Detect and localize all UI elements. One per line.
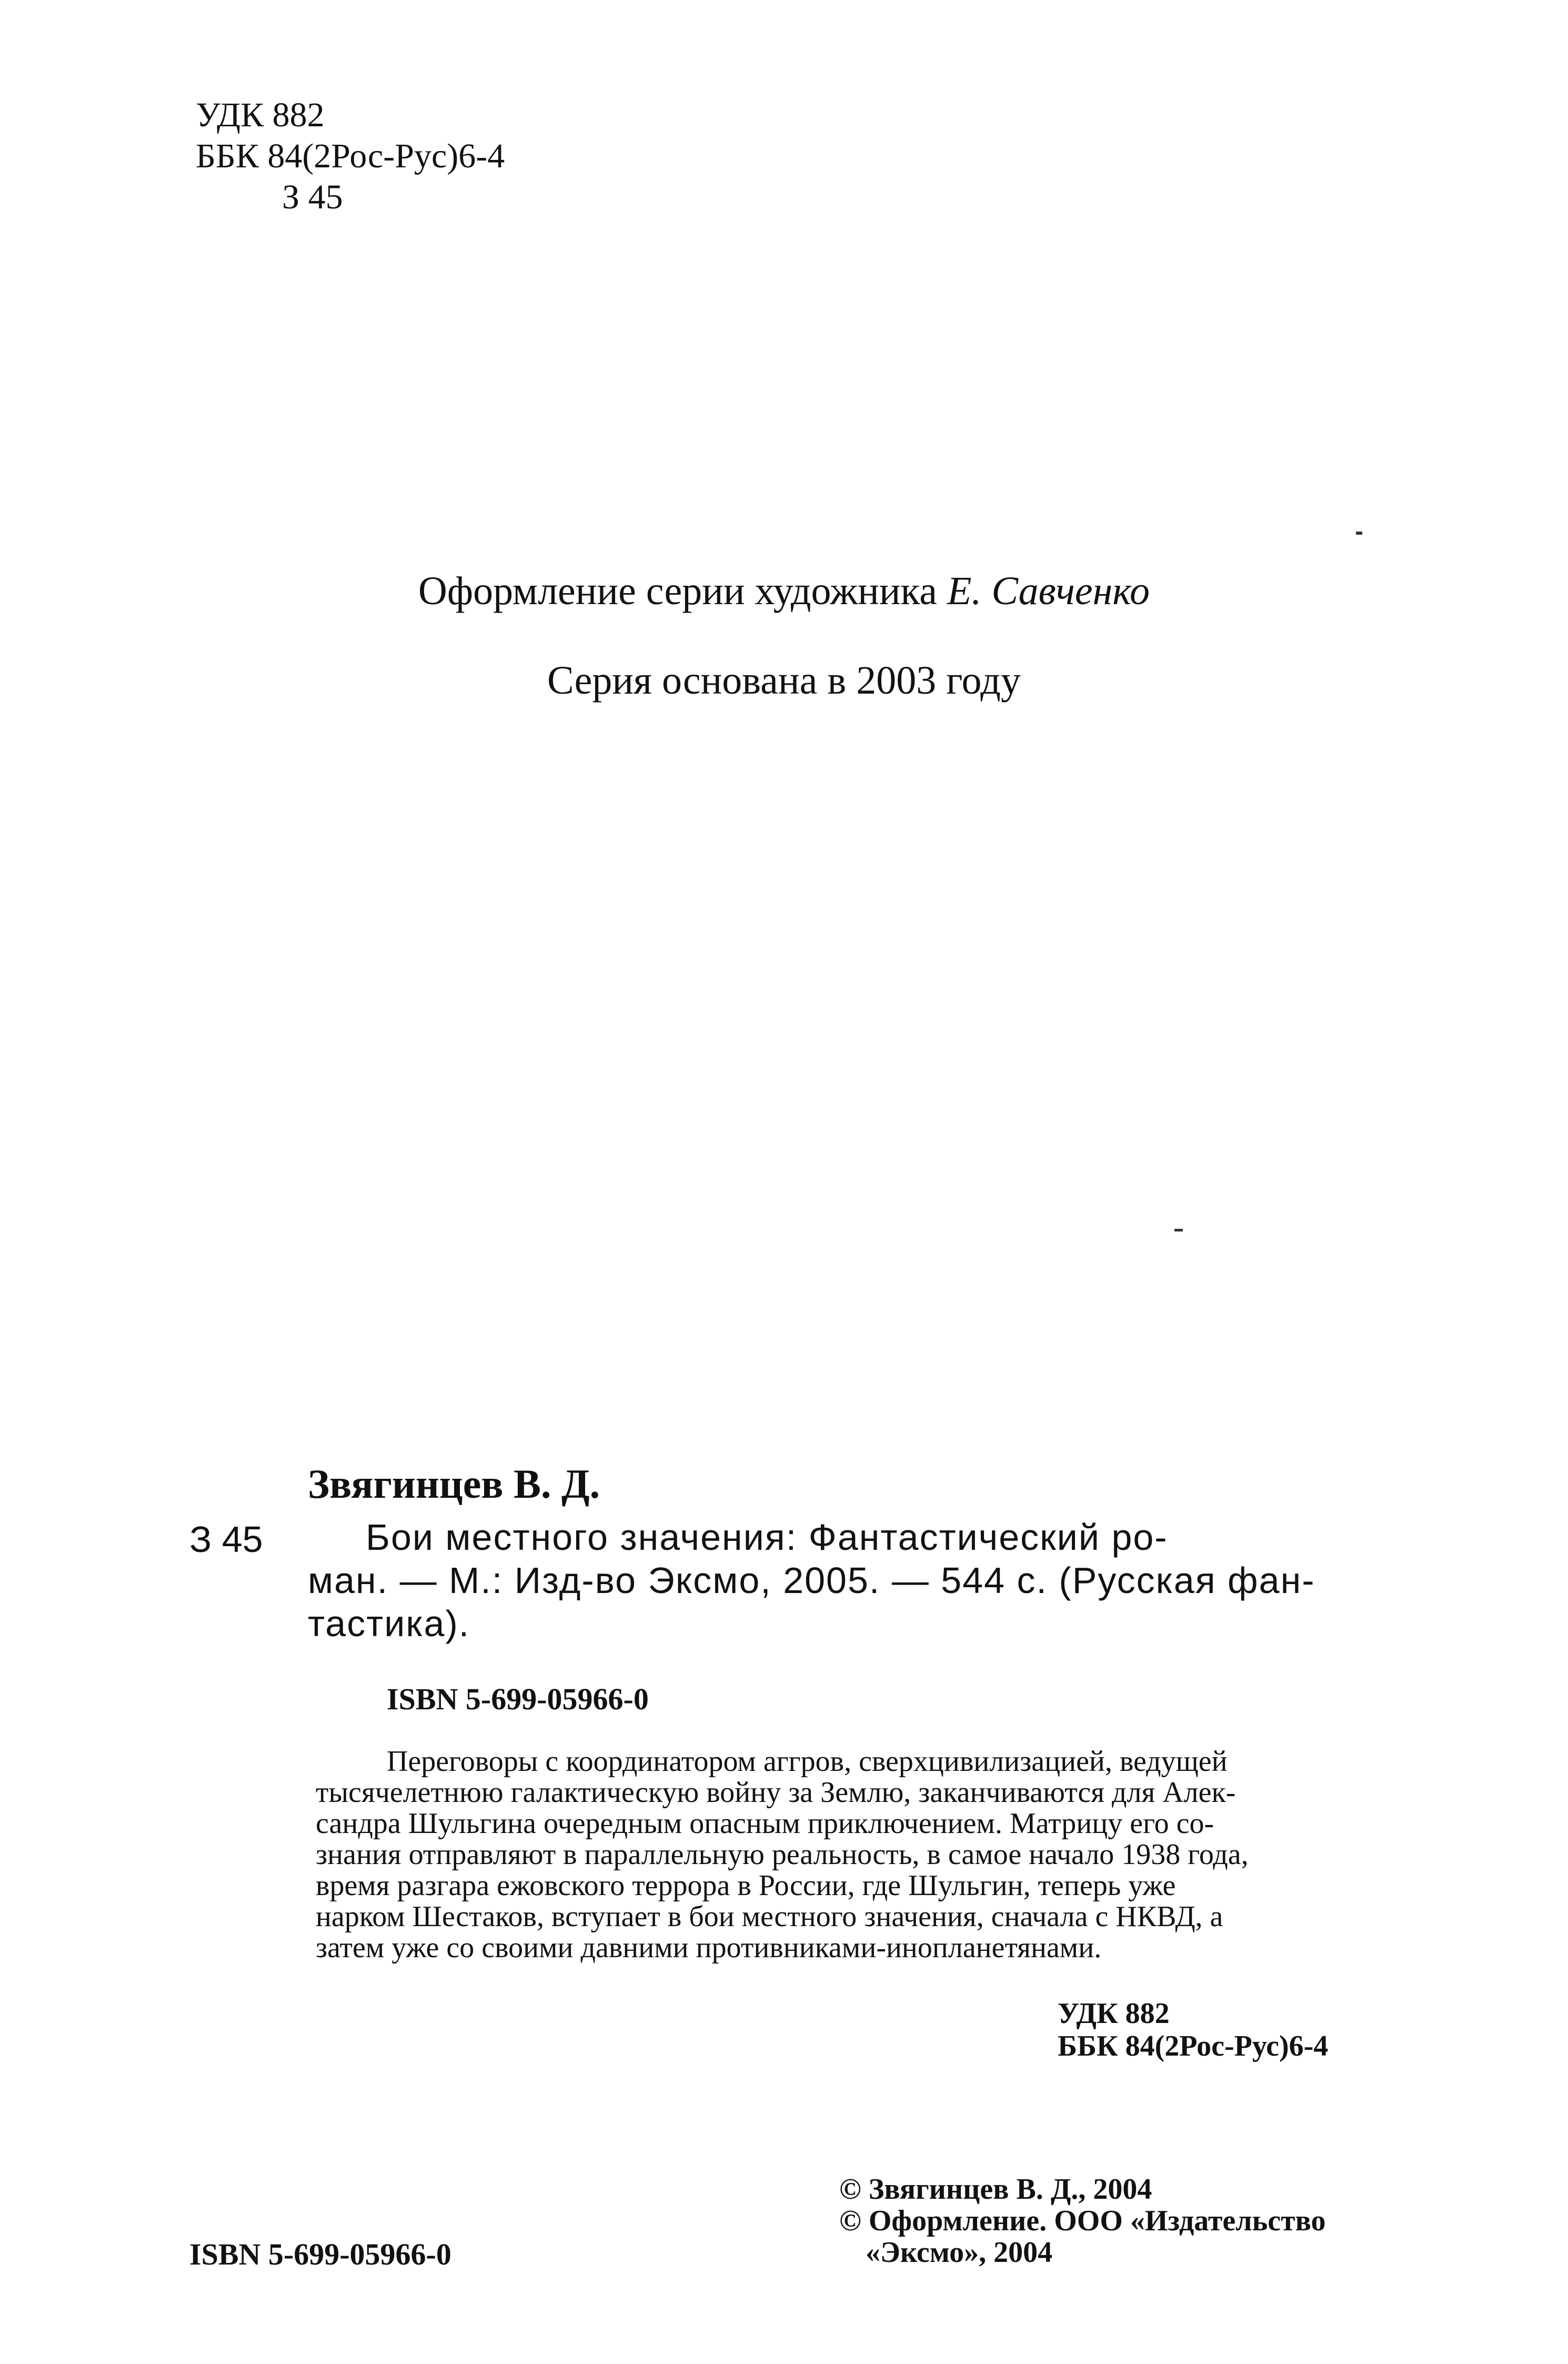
- author-code-top: З 45: [282, 178, 343, 216]
- catalog-udk: УДК 882: [1058, 1997, 1170, 2030]
- catalog-bbk: ББК 84(2Рос-Рус)6-4: [1058, 2030, 1329, 2062]
- annotation-line: затем уже со своими давними противниками-инопланетянами.: [316, 1931, 1102, 1964]
- series-design-prefix: Оформление серии художника: [418, 569, 937, 613]
- catalog-author: Звягинцев В. Д.: [308, 1461, 600, 1507]
- catalog-author-code: З 45: [189, 1519, 263, 1560]
- annotation-line: знания отправляют в параллельную реальность, в самое начало 1938 года,: [316, 1838, 1249, 1871]
- annotation-line: Переговоры с координатором аггров, сверхцивилизацией, ведущей: [387, 1745, 1228, 1778]
- series-design-credit: [0, 568, 1568, 614]
- annotation-line: сандра Шульгина очередным опасным приключением. Матрицу его со-: [316, 1807, 1214, 1840]
- scan-speck: [1356, 532, 1362, 535]
- series-founded: Серия основана в 2003 году: [547, 658, 1021, 703]
- annotation-line: нарком Шестаков, вступает в бои местного значения, сначала с НКВД, а: [316, 1900, 1223, 1933]
- isbn-bottom: ISBN 5-699-05966-0: [189, 2237, 451, 2271]
- udk-top: УДК 882: [196, 96, 325, 134]
- scan-speck: [1174, 1229, 1183, 1231]
- annotation-line: время разгара ежовского террора в России, где Шульгин, теперь уже: [316, 1869, 1176, 1902]
- copyright-publisher: «Эксмо», 2004: [866, 2236, 1053, 2269]
- bbk-top: ББК 84(2Рос-Рус)6-4: [196, 137, 505, 175]
- catalog-description: [308, 1516, 1355, 1645]
- description-line: тастика).: [308, 1603, 470, 1644]
- copyright-design: © Оформление. ООО «Издательство: [839, 2205, 1326, 2237]
- description-line: ман. — М.: Изд-во Эксмо, 2005. — 544 с. (Русская фан-: [308, 1560, 1315, 1601]
- copyright-author: © Звягинцев В. Д., 2004: [839, 2173, 1152, 2206]
- annotation-line: тысячелетнюю галактическую войну за Землю, заканчиваются для Алек-: [316, 1776, 1236, 1809]
- catalog-annotation: [316, 1746, 1363, 1964]
- catalog-isbn: ISBN 5-699-05966-0: [387, 1682, 649, 1716]
- series-design-artist: Е. Савченко: [947, 569, 1150, 613]
- description-line: Бои местного значения: Фантастический ро-: [366, 1517, 1168, 1558]
